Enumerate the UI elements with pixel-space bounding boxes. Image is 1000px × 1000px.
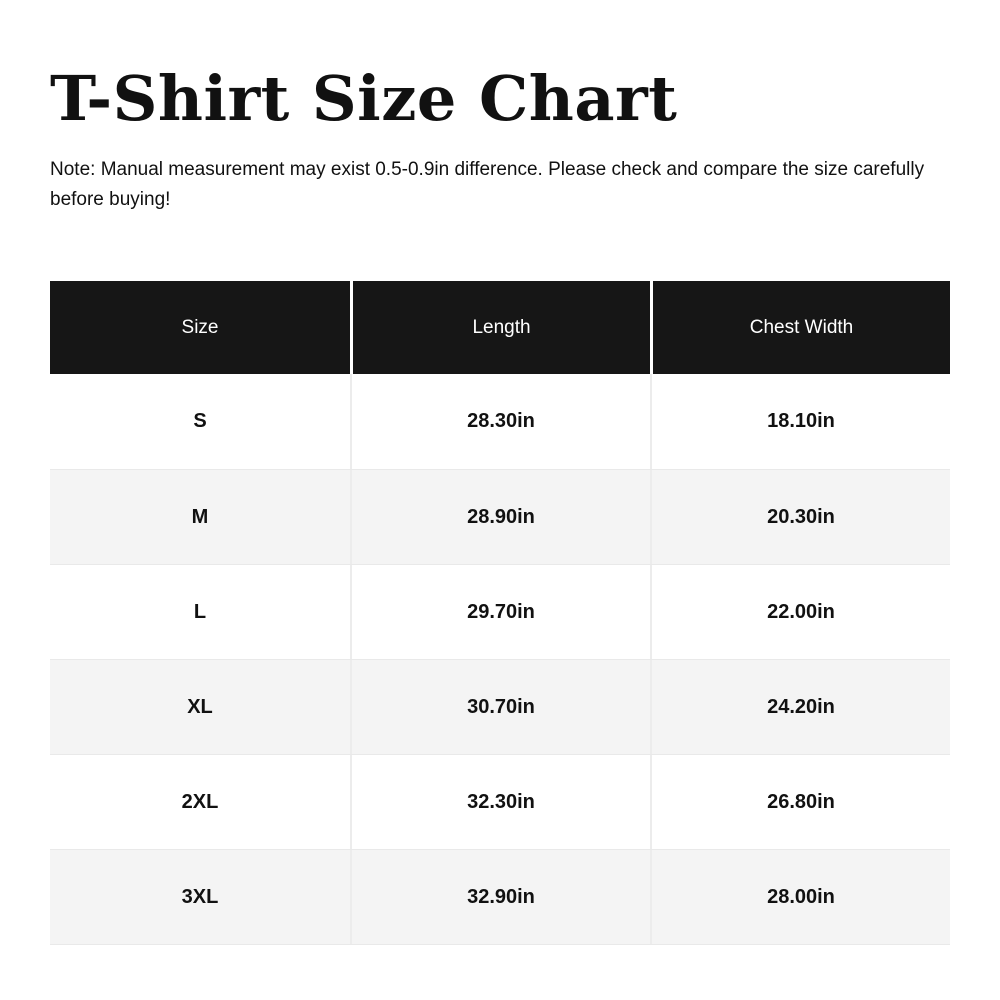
chest-width-value: 24.20in <box>650 660 950 754</box>
table-row-3xl <box>50 849 950 944</box>
size-chart-table <box>50 281 950 945</box>
chest-width-value: 20.30in <box>650 470 950 564</box>
length-value: 30.70in <box>350 660 650 754</box>
table-row-xl <box>50 659 950 754</box>
column-header-size: Size <box>50 281 350 374</box>
length-value: 32.90in <box>350 850 650 944</box>
chest-width-value: 26.80in <box>650 755 950 849</box>
table-row-2xl <box>50 754 950 849</box>
length-value: 28.30in <box>350 374 650 469</box>
size-value: S <box>193 410 207 433</box>
column-header-chest-width: Chest Width <box>650 281 950 374</box>
table-row-m <box>50 469 950 564</box>
table-body <box>50 374 950 945</box>
measurement-note: Note: Manual measurement may exist 0.5-0.9in difference. Please check and compare the size carefully before buying! <box>50 159 925 211</box>
length-value: 32.30in <box>350 755 650 849</box>
table-row-s <box>50 374 950 469</box>
chest-width-value: 22.00in <box>650 565 950 659</box>
size-value: M <box>191 505 209 528</box>
size-value: XL <box>187 695 213 718</box>
column-header-length: Length <box>350 281 650 374</box>
size-value: L <box>193 600 207 623</box>
length-value: 29.70in <box>350 565 650 659</box>
page-title: T-Shirt Size Chart <box>50 62 678 135</box>
chest-width-value: 28.00in <box>650 850 950 944</box>
table-header-row <box>50 281 950 374</box>
table-row-l <box>50 564 950 659</box>
length-value: 28.90in <box>350 470 650 564</box>
size-value: 3XL <box>181 885 219 908</box>
chest-width-value: 18.10in <box>650 374 950 469</box>
size-value: 2XL <box>181 790 219 813</box>
